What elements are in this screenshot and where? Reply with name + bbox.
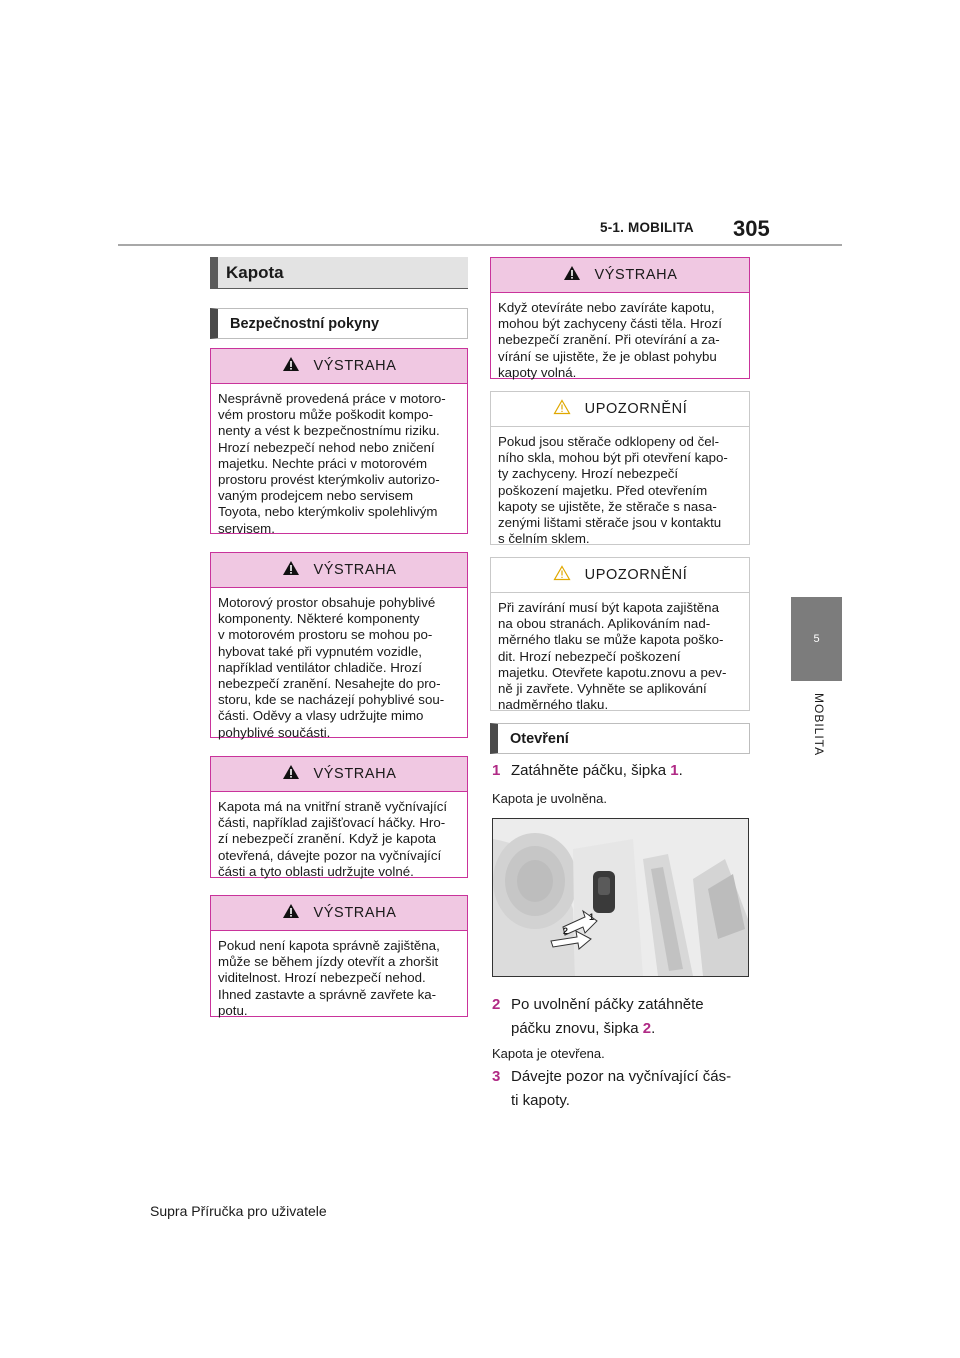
warning-header xyxy=(211,553,467,588)
text-line: ně ji zavřete. Vyhněte se aplikování xyxy=(498,681,707,697)
warning-box xyxy=(210,756,468,878)
step-number: 2 xyxy=(492,996,501,1013)
notice-text xyxy=(491,427,749,555)
text-line: Když otevíráte nebo zavíráte kapotu, xyxy=(498,300,715,315)
step-3 xyxy=(492,1064,754,1090)
arrow-reference: 1 xyxy=(670,762,679,779)
text-line: Kapota má na vnitřní straně vyčnívající xyxy=(218,799,448,814)
warning-header xyxy=(211,757,467,792)
step-2-continued: páčku znovu, šipka 2. xyxy=(511,1020,656,1037)
text-line: hybovat také při vypnutém vozidle, xyxy=(218,643,422,659)
caution-triangle-icon xyxy=(553,565,571,585)
text-line: storu, kde se nacházejí pohyblivé sou- xyxy=(218,692,445,708)
notice-box xyxy=(490,557,750,711)
step-2-result: Kapota je otevřena. xyxy=(492,1046,605,1061)
figure-arrow-label-2: 2 xyxy=(563,926,569,936)
text-line: na obou stranách. Aplikováním nad- xyxy=(498,616,711,632)
page-number: 305 xyxy=(733,216,770,241)
step-number: 1 xyxy=(492,762,501,779)
subheading-safety xyxy=(210,308,468,339)
step-3-continued: ti kapoty. xyxy=(511,1092,570,1109)
warning-box xyxy=(210,895,468,1017)
warning-text xyxy=(211,792,467,888)
text-line: mohou být zachyceny části těla. Hrozí xyxy=(498,316,722,332)
step-text: páčku znovu, šipka xyxy=(511,1020,643,1037)
warning-text xyxy=(211,384,467,545)
step-number: 3 xyxy=(492,1068,501,1085)
warning-header xyxy=(211,349,467,384)
notice-text xyxy=(491,593,749,721)
text-line: zenými lištami stěrače jsou v kontaktu xyxy=(498,515,722,531)
text-line: v motorovém prostoru se mohou po- xyxy=(218,627,433,643)
notice-header xyxy=(491,558,749,593)
step-1: 1 Zatáhněte páčku, šipka 1. xyxy=(492,758,754,784)
warning-box xyxy=(210,348,468,534)
text-line: části, například zajišťovací háčky. Hro- xyxy=(218,815,446,831)
subheading-opening xyxy=(490,723,750,754)
text-line: Při zavírání musí být kapota zajištěna xyxy=(498,600,719,615)
text-line: poškození majetku. Před otevřením xyxy=(498,482,708,498)
chapter-tab[interactable]: 5 xyxy=(791,597,842,681)
footer-text: Supra Příručka pro uživatele xyxy=(150,1203,327,1219)
figure-arrow-label-1: 1 xyxy=(589,912,595,922)
warning-title: VÝSTRAHA xyxy=(594,267,678,283)
text-line: Motorový prostor obsahuje pohyblivé xyxy=(218,595,436,610)
warning-box xyxy=(490,257,750,379)
warning-title: VÝSTRAHA xyxy=(313,905,397,921)
text-line: nenty a vést k bezpečnostnímu riziku. xyxy=(218,423,440,439)
text-line: kapoty se ujistěte, že stěrače s nasa- xyxy=(498,498,717,514)
text-line: měrného tlaku se může kapota poško- xyxy=(498,632,724,648)
section-heading-text: Kapota xyxy=(226,262,284,282)
text-line: vém prostoru může poškodit kompo- xyxy=(218,407,434,423)
text-line: vaným prodejcem nebo servisem xyxy=(218,488,414,504)
text-line: dit. Hrozí nebezpečí poškození xyxy=(498,648,681,664)
text-line: Nesprávně provedená práce v motoro- xyxy=(218,391,446,406)
step-text: Po uvolnění páčky zatáhněte xyxy=(511,996,704,1013)
warning-box xyxy=(210,552,468,738)
warning-triangle-icon xyxy=(282,560,300,580)
warning-title: VÝSTRAHA xyxy=(313,358,397,374)
text-line: ty zachyceny. Hrozí nebezpečí xyxy=(498,466,679,482)
arrow-reference: 2 xyxy=(642,1020,652,1037)
text-line: Toyota, nebo kterýmkoliv spolehlivým xyxy=(218,504,438,520)
text-line: komponenty. Některé komponenty xyxy=(218,611,420,627)
warning-triangle-icon xyxy=(282,764,300,784)
warning-text xyxy=(211,931,467,1027)
chapter-label: MOBILITA xyxy=(812,693,826,757)
warning-header xyxy=(211,896,467,931)
step-1-result: Kapota je uvolněna. xyxy=(492,791,607,806)
header-rule xyxy=(118,244,842,246)
warning-triangle-icon xyxy=(563,265,581,285)
hood-release-figure xyxy=(492,818,749,977)
heading-underline xyxy=(210,288,468,289)
text-line: potu. xyxy=(218,1002,248,1018)
text-line: může se během jízdy otevřít a zhoršit xyxy=(218,954,439,970)
notice-header xyxy=(491,392,749,427)
text-line: s čelním sklem. xyxy=(498,531,590,547)
text-line: nadměrného tlaku. xyxy=(498,697,609,713)
text-line: majetku. Nechte práci v motorovém xyxy=(218,455,428,471)
text-line: například ventilátor chladiče. Hrozí xyxy=(218,659,422,675)
text-line: majetku. Otevřete kapotu.znovu a pev- xyxy=(498,664,727,680)
warning-title: VÝSTRAHA xyxy=(313,766,397,782)
text-line: pohyblivé součásti. xyxy=(218,724,331,740)
warning-text xyxy=(491,293,749,389)
subheading-opening-text: Otevření xyxy=(510,730,569,747)
text-line: ního skla, mohou být při otevření kapo- xyxy=(498,450,728,466)
text-line: Pokud jsou stěrače odklopeny od čel- xyxy=(498,434,720,449)
text-line: vírání se ujistěte, že je oblast pohybu xyxy=(498,348,717,364)
warning-header xyxy=(491,258,749,293)
text-line: nebezpečí zranění. Nesahejte do pro- xyxy=(218,676,441,692)
section-title: 5-1. MOBILITA xyxy=(600,220,694,235)
text-line: servisem. xyxy=(218,520,275,536)
step-text: Zatáhněte páčku, šipka xyxy=(511,762,671,779)
warning-text xyxy=(211,588,467,749)
warning-triangle-icon xyxy=(282,903,300,923)
warning-triangle-icon xyxy=(282,356,300,376)
section-heading xyxy=(210,257,468,288)
text-line: kapoty volná. xyxy=(498,364,577,380)
subheading-safety-text: Bezpečnostní pokyny xyxy=(230,315,380,332)
text-line: Hrozí nebezpečí nehod nebo zničení xyxy=(218,439,435,455)
notice-title: UPOZORNĚNÍ xyxy=(584,567,688,583)
notice-title: UPOZORNĚNÍ xyxy=(584,401,688,417)
text-line: prostoru provést kterýmkoliv autorizo- xyxy=(218,472,440,488)
text-line: viditelnost. Hrozí nebezpečí nehod. xyxy=(218,970,426,986)
step-text: Dávejte pozor na vyčnívající čás- xyxy=(511,1068,732,1085)
text-line: otevřená, dávejte pozor na vyčnívající xyxy=(218,847,442,863)
text-line: Ihned zastavte a správně zavřete ka- xyxy=(218,986,437,1002)
text-line: části a tyto oblasti udržujte volné. xyxy=(218,863,414,879)
notice-box xyxy=(490,391,750,545)
warning-title: VÝSTRAHA xyxy=(313,562,397,578)
caution-triangle-icon xyxy=(553,399,571,419)
text-line: Pokud není kapota správně zajištěna, xyxy=(218,938,440,953)
text-line: části. Oděvy a vlasy udržujte mimo xyxy=(218,708,424,724)
hood-release-illustration xyxy=(493,819,748,976)
text-line: nebezpečí zranění. Při otevírání a za- xyxy=(498,332,720,348)
step-2 xyxy=(492,992,754,1018)
text-line: zí nebezpečí zranění. Když je kapota xyxy=(218,831,437,847)
